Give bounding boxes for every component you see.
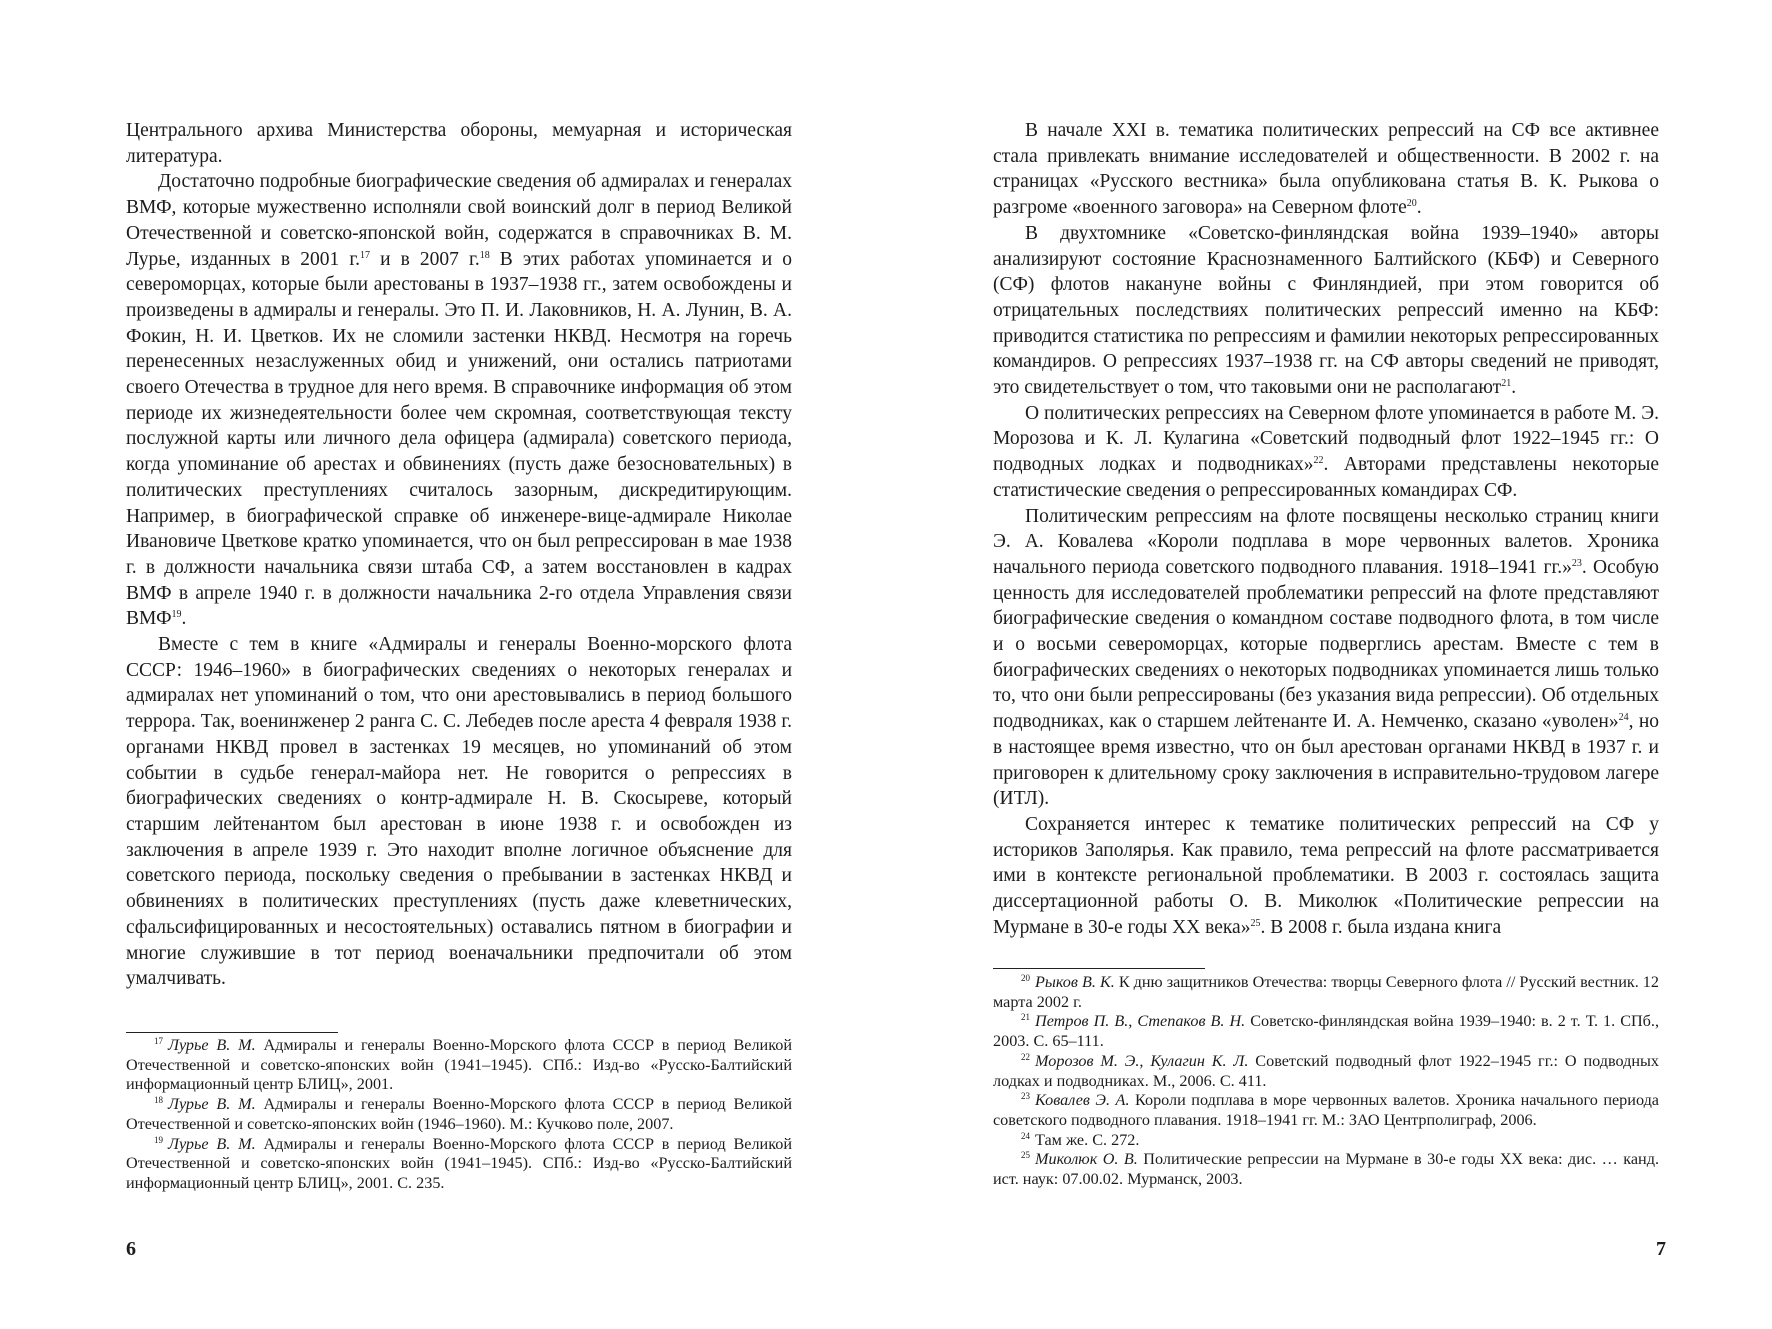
page-number: 7 [1656,1238,1666,1260]
paragraph-text: . В 2008 г. была издана книга [1260,916,1502,938]
footnote [993,973,1659,1012]
footnote-divider [126,1032,338,1033]
paragraph-text: Центрального архива Министерства обороны, мемуарная и историческая литература. [126,120,792,167]
right-page [886,0,1772,1329]
paragraph-text: и в 2007 г. [380,248,480,270]
footnote-author: Лурье В. М. [168,1095,256,1114]
paragraph [993,401,1659,504]
paragraph: В начале XXI в. тематика политических репрессий на СФ все активнее стала привлекать внимание исследователей и общественности. В 2002 г. на страницах «Русского вестника» была опубликована статья В. К. Рыкова о разгроме «военного заговора» на Северном флоте$^{20}$. [993,120,1659,219]
paragraph-text: Вместе с тем в книге «Адмиралы и генералы Военно-морского флота СССР: 1946–1960» в биографических сведениях о некоторых генералах и адмиралах нет упоминаний о том, что они арестовывались в период большого террора. Так, военинженер 2 ранга С. С. Лебедев после ареста 4 февраля 1938 г. органами НКВД провел в застенках 19 месяцев, но упоминаний об этом событии в судьбе генерал-майора нет. Не говорится о репрессиях в биографических сведениях о контр-адмирале Н. В. Скосыреве, который старшим лейтенантом был арестован в июне 1938 г. и освобожден из заключения в апреле 1939 г. Это находит вполне логичное объяснение для советского периода, поскольку сведения о пребывании в застенках НКВД и обвинениях в политических преступлениях (пусть даже клеветнических, сфальсифицированных и несостоятельных) оставались пятном в биографии и многие служившие в тот период военачальники предпочитали об этом умалчивать. [126,634,792,990]
footnote-ref: 23 [1571,557,1582,569]
footnote-number: 19 [154,1134,163,1145]
footnote-ref: 24 [1618,712,1629,724]
footnote-number: 24 [1021,1130,1030,1141]
footnote [993,1012,1659,1051]
paragraph: В двухтомнике «Советско-финляндская война 1939–1940» авторы анализируют состояние Краснознаменного Балтийского (КБФ) и Северного (СФ) флотов накануне войны с Финляндией, при этом говорится об отрицательных последствиях политических репрессий именно на КБФ: приводится статистика по репрессиям и фамилии некоторых репрессированных командиров. О репрессиях 1937–1938 гг. на СФ авторы сведений не приводят, это свидетельствует о том, что таковыми они не располагают$^{21}$. [993,222,1659,399]
right-page-body [993,118,1659,941]
footnote [126,1036,792,1095]
footnote-text: Короли подплава в море червонных валетов. Хроника начального периода советского подводного плавания. 1918–1941 гг. М.: ЗАО Центрполиграф, 2006. [993,1091,1659,1129]
footnote-ref: 21 [1501,378,1512,390]
footnote-text: Адмиралы и генералы Военно-Морского флота СССР в период Великой Отечественной и советско-японских войн (1941–1945). СПб.: Изд-во «Русско-Балтийский информационный центр БЛИЦ», 2001. [126,1036,793,1094]
footnote-ref: 20 [1406,198,1417,210]
left-page-body [126,118,792,992]
paragraph-text: Сохраняется интерес к тематике политических репрессий на СФ у историков Заполярья. Как правило, тема репрессий на флоте рассматривается ими в контексте региональной проблематики. В 2003 г. состоялась защита диссертационной работы О. В. Миколюк «Политические репрессии на Мурмане в 30-е годы XX века» [993,813,1659,938]
paragraph [126,632,792,992]
footnote-number: 23 [1021,1091,1030,1102]
footnote-text: К дню защитников Отечества: творцы Северного флота // Русский вестник. 12 марта 2002 г. [993,973,1659,1011]
paragraph [126,118,792,169]
paragraph-text: . Авторами представлены некоторые статистические сведения о репрессированных командирах СФ. [993,454,1659,501]
paragraph-text: Достаточно подробные биографические сведения об адмиралах и генералах ВМФ, которые мужественно исполняли свой воинский долг в период Великой Отечественной и советско-японской войн, содержатся в справочниках В. М. Лурье, изданных в 2001 г. [126,171,792,270]
paragraph [993,504,1659,812]
footnotes [126,1036,792,1194]
footnote-ref: 22 [1313,455,1324,467]
footnote-number: 18 [154,1095,163,1106]
footnote-text: Адмиралы и генералы Военно-Морского флота СССР в период Великой Отечественной и советско-японских войн (1946–1960). М.: Кучково поле, 2007. [126,1095,793,1133]
footnote-text: Адмиралы и генералы Военно-Морского флота СССР в период Великой Отечественной и советско-японских войн (1941–1945). СПб.: Изд-во «Русско-Балтийский информационный центр БЛИЦ», 2001. С. 235. [126,1134,793,1192]
footnote-author: Лурье В. М. [168,1036,256,1054]
footnote-ref: 17 [360,249,370,261]
footnote [126,1135,792,1194]
page-number: 6 [126,1238,136,1260]
footnote-number: 21 [1021,1012,1030,1023]
footnote-author: Рыков В. К. [1035,973,1115,991]
paragraph-text: В этих работах упоминается и о североморцах, которые были арестованы в 1937–1938 гг., затем освобождены и произведены в адмиралы и генералы. Это П. И. Лаковников, Н. А. Лунин, В. А. Фокин, Н. И. Цветков. Их не сломили застенки НКВД. Несмотря на горечь перенесенных незаслуженных обид и унижений, они остались патриотами своего Отечества в трудное для него время. В справочнике информация об этом периоде их жизнедеятельности более чем скромная, соответствующая тексту послужной карты или личного дела офицера (адмирала) советского периода, когда упоминание об арестах и обвинениях (пусть даже безосновательных) в политических преступлениях считалось зазорным, дискредитирующим. Например, в биографической справке об инженере-вице-адмирале Николае Ивановиче Цветкове кратко упоминается, что он был репрессирован в мае 1938 г. в должности начальника связи штаба СФ, а затем восстановлен в кадрах ВМФ в апреле 1940 г. в должности начальника 2-го отдела Управления связи ВМФ [126,248,792,630]
footnote [126,1095,792,1134]
footnote-divider [993,968,1205,969]
footnote-text: Советский подводный флот 1922–1945 гг.: О подводных лодках и подводниках. М., 2006. С. 411. [993,1051,1660,1090]
footnote-author: Миколюк О. В. [1035,1150,1138,1169]
footnote-ref: 19 [171,609,182,621]
paragraph-text: Политическим репрессиям на флоте посвящены несколько страниц книги Э. А. Ковалева «Короли подплава в море червонных валетов. Хроника начального периода советского подводного плавания. 1918–1941 гг.» [993,505,1659,578]
footnote [993,1091,1659,1130]
footnote-author: Ковалев Э. А. [1035,1091,1130,1110]
footnote [993,1131,1659,1151]
footnote [993,1150,1659,1189]
footnote-number: 20 [1021,973,1030,983]
footnote-author: Лурье В. М. [168,1134,256,1153]
footnotes [993,973,1659,1190]
footnote-number: 22 [1021,1051,1030,1062]
footnote-text: Политические репрессии на Мурмане в 30-е годы XX века: дис. … канд. ист. наук: 07.00.02. Мурманск, 2003. [993,1150,1659,1189]
footnote-author: Петров П. В., Степаков В. Н. [1035,1012,1246,1031]
paragraph [993,812,1659,941]
paragraph: Достаточно подробные биографические сведения об адмиралах и генералах ВМФ, которые мужественно исполняли свой воинский долг в период Великой Отечественной и советско-японской войн, содержатся в справочниках В. М. Лурье, изданных в 2001 г.$^{17}$ и в 2007 г.$^{18}$ В этих работах упоминается и о североморцах, которые были арестованы в 1937–1938 гг., затем освобождены и произведены в адмиралы и генералы. Это П. И. Лаковников, Н. А. Лунин, В. А. Фокин, Н. И. Цветков. Их не сломили застенки НКВД. Несмотря на горечь перенесенных незаслуженных обид и унижений, они остались патриотами своего Отечества в трудное для него время. В справочнике информация об этом периоде их жизнедеятельности более чем скромная, соответствующая тексту послужной карты или личного дела офицера (адмирала) советского периода, когда упоминание об арестах и обвинениях (пусть даже безосновательных) в политических преступлениях считалось зазорным, дискредитирующим. Например, в биографической справке об инженере-вице-адмирале Николае Ивановиче Цветкове кратко упоминается, что он был репрессирован в мае 1938 г. в должности начальника связи штаба СФ, а затем восстановлен в кадрах ВМФ в апреле 1940 г. в должности начальника 2-го отдела Управления связи ВМФ$^{19}$. [126,171,792,630]
footnote-author: Морозов М. Э., Кулагин К. Л. [1035,1051,1249,1070]
footnote-number: 25 [1021,1150,1030,1161]
paragraph-text: В начале XXI в. тематика политических репрессий на СФ все активнее стала привлекать внимание исследователей и общественности. В 2002 г. на страницах «Русского вестника» была опубликована статья В. К. Рыкова о разгроме «военного заговора» на Северном флоте [993,120,1659,219]
paragraph-text: . Особую ценность для исследователей проблематики репрессий на флоте представляют биографические сведения о командном составе подводного флота, в том числе и о восьми североморцах, которые подверглись арестам. Вместе с тем в биографических сведениях о некоторых подводниках упоминается лишь только то, что они были репрессированы (без указания вида репрессии). Об отдельных подводниках, как о старшем лейтенанте И. А. Немченко, сказано «уволен» [993,556,1659,733]
footnote [993,1052,1659,1091]
footnote-number: 17 [154,1036,163,1046]
paragraph-text: , но в настоящее время известно, что он был арестован органами НКВД в 1937 г. и приговорен к длительному сроку заключения в исправительно-трудовом лагере (ИТЛ). [993,711,1659,810]
footnote-ref: 25 [1250,917,1261,929]
paragraph-text: В двухтомнике «Советско-финляндская война 1939–1940» авторы анализируют состояние Краснознаменного Балтийского (КБФ) и Северного (СФ) флотов накануне войны с Финляндией, при этом говорится об отрицательных последствиях политических репрессий именно на КБФ: приводится статистика по репрессиям и фамилии некоторых репрессированных командиров. О репрессиях 1937–1938 гг. на СФ авторы сведений не приводят, это свидетельствует о том, что таковыми они не располагают [993,222,1659,399]
paragraph-text: О политических репрессиях на Северном флоте упоминается в работе М. Э. Морозова и К. Л. Кулагина «Советский подводный флот 1922–1945 гг.: О подводных лодках и подводниках» [993,402,1659,476]
footnote-text: Там же. С. 272. [1035,1130,1140,1149]
footnote-text: Советско-финляндская война 1939–1940: в. 2 т. Т. 1. СПб., 2003. С. 65–111. [993,1012,1660,1051]
footnote-ref: 18 [479,249,490,261]
